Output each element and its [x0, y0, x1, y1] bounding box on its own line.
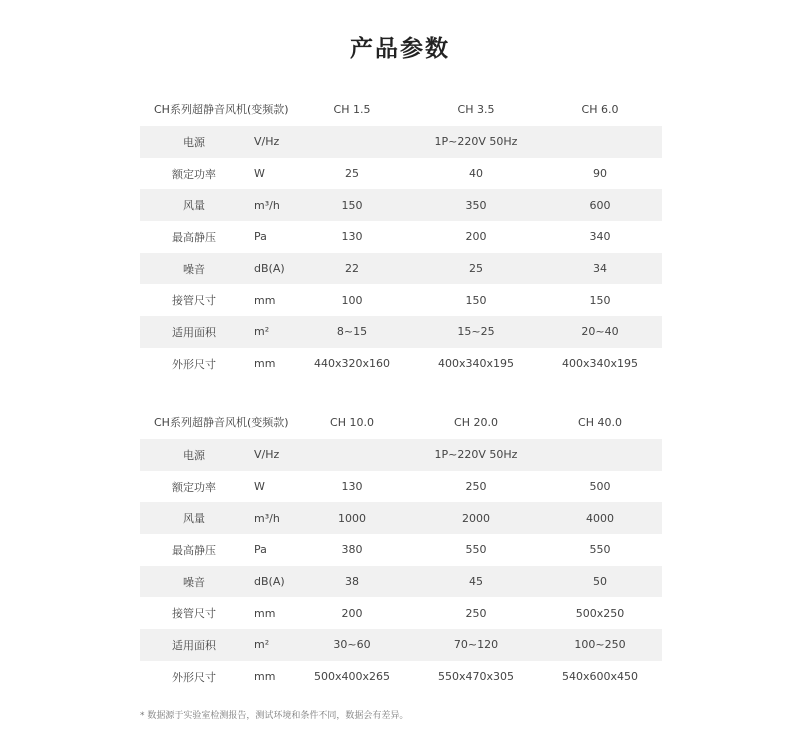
model-header: CH 10.0	[330, 415, 374, 429]
table-row	[140, 534, 662, 566]
table-header-row	[140, 92, 662, 126]
param-name: 电源	[183, 135, 205, 149]
param-name: 风量	[183, 512, 205, 526]
param-value: 250	[465, 606, 487, 620]
table-row	[140, 597, 662, 629]
param-value: 550	[589, 543, 611, 557]
param-unit: m²	[254, 325, 270, 339]
model-header: CH 6.0	[581, 102, 619, 116]
param-value: 200	[465, 230, 487, 244]
footnote: * 数据源于实验室检测报告，测试环境和条件不同，数据会有差异。	[140, 711, 409, 721]
param-value: 100	[341, 293, 363, 307]
param-value: 34	[593, 262, 607, 276]
series-label: CH系列超静音风机(变频款)	[154, 103, 289, 116]
param-name: 电源	[183, 448, 205, 462]
param-value: 400x340x195	[561, 357, 638, 371]
table-row	[140, 502, 662, 534]
table-header-row	[140, 405, 662, 439]
page-title: 产品参数	[350, 36, 450, 62]
param-value: 25	[469, 262, 483, 276]
param-name: 额定功率	[172, 480, 216, 494]
param-unit: m³/h	[254, 198, 280, 212]
param-value: 4000	[586, 511, 614, 525]
param-name: 外形尺寸	[172, 670, 216, 684]
model-header: CH 3.5	[457, 102, 495, 116]
table-row	[140, 629, 662, 661]
param-name: 接管尺寸	[172, 294, 216, 308]
param-value: 70~120	[453, 638, 499, 652]
param-name: 额定功率	[172, 167, 216, 181]
param-value: 22	[345, 262, 359, 276]
param-name: 适用面积	[172, 325, 216, 339]
table-row	[140, 661, 662, 693]
param-unit: mm	[254, 293, 276, 307]
param-value: 200	[341, 606, 363, 620]
param-value: 1P~220V 50Hz	[434, 448, 518, 462]
table-row	[140, 189, 662, 221]
param-value: 8~15	[336, 325, 368, 339]
param-name: 外形尺寸	[172, 357, 216, 371]
param-name: 噪音	[183, 262, 205, 276]
param-value: 130	[341, 480, 363, 494]
param-unit: Pa	[254, 230, 267, 244]
param-value: 500x250	[575, 606, 625, 620]
param-value: 15~25	[457, 325, 495, 339]
param-unit: W	[254, 167, 265, 181]
table-row	[140, 284, 662, 316]
param-unit: mm	[254, 670, 276, 684]
series-label: CH系列超静音风机(变频款)	[154, 416, 289, 429]
model-header: CH 1.5	[333, 102, 371, 116]
param-unit: mm	[254, 357, 276, 371]
table-row	[140, 253, 662, 285]
spec-table-2	[140, 405, 662, 693]
param-value: 600	[589, 198, 611, 212]
param-value: 440x320x160	[313, 357, 390, 371]
param-value: 350	[465, 198, 487, 212]
param-name: 风量	[183, 199, 205, 213]
param-value: 40	[469, 167, 483, 181]
model-header: CH 40.0	[578, 415, 622, 429]
param-value: 25	[345, 167, 359, 181]
table-row	[140, 126, 662, 158]
param-name: 适用面积	[172, 638, 216, 652]
param-unit: m²	[254, 638, 270, 652]
table-row	[140, 158, 662, 190]
param-value: 340	[589, 230, 611, 244]
param-value: 30~60	[333, 638, 371, 652]
model-header: CH 20.0	[454, 415, 498, 429]
param-unit: V/Hz	[254, 448, 280, 462]
table-row	[140, 221, 662, 253]
param-value: 540x600x450	[561, 670, 638, 684]
param-value: 500x400x265	[313, 670, 390, 684]
param-name: 最高静压	[172, 230, 216, 244]
param-value: 90	[593, 167, 607, 181]
param-unit: m³/h	[254, 511, 280, 525]
param-value: 550	[465, 543, 487, 557]
param-value: 1000	[338, 511, 366, 525]
param-value: 100~250	[574, 638, 626, 652]
table-row	[140, 316, 662, 348]
param-unit: mm	[254, 606, 276, 620]
param-value: 380	[341, 543, 363, 557]
param-value: 20~40	[581, 325, 619, 339]
param-value: 38	[345, 575, 359, 589]
param-value: 1P~220V 50Hz	[434, 135, 518, 149]
table-row	[140, 471, 662, 503]
param-unit: W	[254, 480, 265, 494]
spec-table-1	[140, 92, 662, 380]
param-unit: Pa	[254, 543, 267, 557]
param-unit: dB(A)	[254, 575, 285, 589]
param-name: 接管尺寸	[172, 607, 216, 621]
param-value: 130	[341, 230, 363, 244]
param-value: 400x340x195	[437, 357, 514, 371]
param-value: 45	[469, 575, 483, 589]
param-unit: V/Hz	[254, 135, 280, 149]
param-value: 150	[341, 198, 363, 212]
param-value: 50	[593, 575, 607, 589]
param-value: 2000	[462, 511, 490, 525]
param-unit: dB(A)	[254, 262, 285, 276]
param-value: 250	[465, 480, 487, 494]
table-row	[140, 348, 662, 380]
table-row	[140, 439, 662, 471]
param-name: 噪音	[183, 575, 205, 589]
param-value: 150	[589, 293, 611, 307]
table-row	[140, 566, 662, 598]
param-name: 最高静压	[172, 543, 216, 557]
param-value: 500	[589, 480, 611, 494]
param-value: 550x470x305	[437, 670, 514, 684]
param-value: 150	[465, 293, 487, 307]
